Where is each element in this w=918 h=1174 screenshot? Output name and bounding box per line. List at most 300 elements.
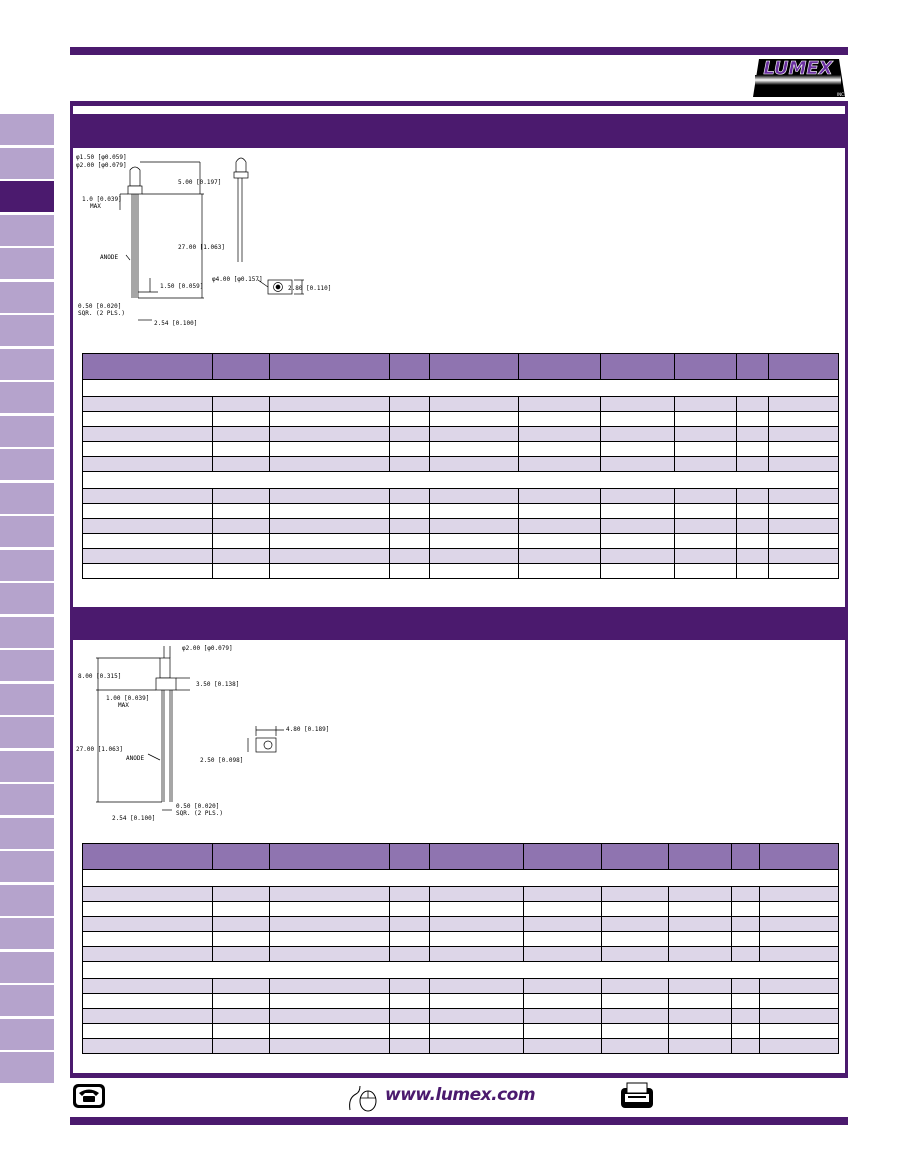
column-header: [602, 844, 669, 870]
lumex-logo: [749, 57, 847, 99]
table-row: [83, 534, 839, 549]
side-tab[interactable]: [0, 751, 54, 782]
table-cell: [760, 932, 839, 947]
dim-label: SQR. (2 PLS.): [176, 810, 223, 817]
side-tab[interactable]: [0, 583, 54, 614]
table-cell: [430, 549, 519, 564]
table-cell: [760, 994, 839, 1009]
table-cell: [83, 442, 213, 457]
table-row: [83, 1039, 839, 1054]
table-cell: [769, 549, 839, 564]
table-cell: [213, 994, 270, 1009]
dim-label: ANODE: [100, 254, 119, 261]
table-cell: [390, 427, 430, 442]
section-header: [70, 114, 848, 148]
table-cell: [524, 887, 602, 902]
table-cell: [675, 504, 737, 519]
table-cell: [213, 564, 270, 579]
table-cell: [213, 932, 270, 947]
table-cell: [732, 1009, 760, 1024]
table-cell: [270, 534, 390, 549]
table-cell: [390, 932, 430, 947]
table-cell: [390, 397, 430, 412]
dim-label: 27.00 [1.063]: [76, 746, 123, 753]
table-cell: [213, 979, 270, 994]
bottom-rule: [70, 1117, 848, 1125]
table-cell: [524, 1039, 602, 1054]
dim-label: 1.0 [0.039]: [82, 196, 122, 203]
table-cell: [270, 442, 390, 457]
table-row: [83, 427, 839, 442]
table-cell: [675, 549, 737, 564]
section-header: [70, 607, 848, 640]
dim-label: φ4.00 [φ0.157]: [212, 276, 263, 283]
table-cell: [602, 1009, 669, 1024]
table-row: [83, 564, 839, 579]
side-tab[interactable]: [0, 483, 54, 514]
dim-label: φ1.50 [φ0.059]: [76, 154, 127, 161]
table-cell: [732, 1024, 760, 1039]
table-cell: [524, 917, 602, 932]
column-header: [732, 844, 760, 870]
table-row: [83, 902, 839, 917]
column-header: [213, 844, 270, 870]
table-row: [83, 457, 839, 472]
table-cell: [213, 887, 270, 902]
table-cell: [669, 1024, 732, 1039]
table-cell: [602, 979, 669, 994]
table-cell: [769, 504, 839, 519]
table-cell: [83, 994, 213, 1009]
table-cell: [390, 1009, 430, 1024]
side-tab[interactable]: [0, 717, 54, 748]
column-header: [270, 844, 390, 870]
table-cell: [390, 947, 430, 962]
table-cell: [213, 489, 270, 504]
side-tab[interactable]: [0, 684, 54, 715]
table-cell: [675, 442, 737, 457]
table-group-row: [83, 472, 839, 489]
table-cell: [602, 1039, 669, 1054]
table-cell: [737, 489, 769, 504]
table-cell: [213, 947, 270, 962]
column-header: [83, 844, 213, 870]
dim-label: 5.00 [0.197]: [178, 179, 222, 186]
table-cell: [601, 397, 675, 412]
side-tab[interactable]: [0, 1052, 54, 1083]
dim-label: MAX: [90, 203, 101, 210]
table-cell: [769, 397, 839, 412]
table-cell: [601, 442, 675, 457]
table-cell: [737, 442, 769, 457]
table-cell: [213, 397, 270, 412]
table-cell: [524, 1009, 602, 1024]
table-cell: [83, 457, 213, 472]
table-cell: [675, 397, 737, 412]
table-cell: [430, 397, 519, 412]
table-cell: [669, 902, 732, 917]
side-tab[interactable]: [0, 114, 54, 145]
table-cell: [769, 412, 839, 427]
table-cell: [83, 932, 213, 947]
dim-label: 1.50 [0.059]: [160, 283, 204, 290]
side-tab[interactable]: [0, 416, 54, 447]
column-header: [390, 844, 430, 870]
table-cell: [430, 947, 524, 962]
table-cell: [430, 489, 519, 504]
table-row: [83, 489, 839, 504]
table-cell: [675, 564, 737, 579]
dim-label: 2.50 [0.098]: [200, 757, 244, 764]
table-cell: [270, 1009, 390, 1024]
table-cell: [430, 902, 524, 917]
dim-label: 8.00 [0.315]: [78, 673, 122, 680]
table-cell: [519, 412, 601, 427]
table-cell: [213, 519, 270, 534]
table-cell: [669, 917, 732, 932]
side-tab-strip: [0, 114, 54, 1086]
table-cell: [83, 902, 213, 917]
table-cell: [524, 947, 602, 962]
table-cell: [769, 442, 839, 457]
table-cell: [83, 917, 213, 932]
column-header: [669, 844, 732, 870]
table-cell: [83, 564, 213, 579]
table-cell: [519, 397, 601, 412]
table-cell: [213, 1039, 270, 1054]
table-cell: [519, 504, 601, 519]
dim-label: φ2.00 [φ0.079]: [182, 645, 233, 652]
table-cell: [601, 457, 675, 472]
table-cell: [83, 519, 213, 534]
table-cell: [524, 994, 602, 1009]
table-cell: [602, 947, 669, 962]
table-cell: [430, 564, 519, 579]
column-header: [675, 354, 737, 380]
table-cell: [760, 947, 839, 962]
spec-table-body: [83, 354, 839, 579]
table-cell: [769, 457, 839, 472]
table-cell: [519, 534, 601, 549]
table-cell: [737, 457, 769, 472]
table-cell: [601, 519, 675, 534]
phone-icon: [72, 1083, 106, 1109]
spec-table-body: [83, 844, 839, 1054]
table-row: [83, 979, 839, 994]
column-header: [390, 354, 430, 380]
table-cell: [524, 979, 602, 994]
dim-label: 0.50 [0.020]: [176, 803, 220, 810]
side-tab[interactable]: [0, 215, 54, 246]
table-cell: [270, 427, 390, 442]
table-cell: [213, 412, 270, 427]
column-header: [430, 354, 519, 380]
table-row: [83, 994, 839, 1009]
table-row: [83, 549, 839, 564]
side-tab[interactable]: [0, 885, 54, 916]
table-row: [83, 887, 839, 902]
side-tab[interactable]: [0, 650, 54, 681]
table-cell: [213, 457, 270, 472]
table-cell: [430, 917, 524, 932]
table-cell: [675, 427, 737, 442]
table-cell: [270, 932, 390, 947]
logo-subtext: INC.: [837, 92, 846, 97]
table-row: [83, 932, 839, 947]
side-tab[interactable]: [0, 382, 54, 413]
table-cell: [669, 887, 732, 902]
table-cell: [390, 549, 430, 564]
dim-label: 2.54 [0.100]: [154, 320, 198, 327]
table-cell: [390, 457, 430, 472]
column-header: [519, 354, 601, 380]
table-cell: [83, 1024, 213, 1039]
table-cell: [270, 564, 390, 579]
dim-label: 4.80 [0.189]: [286, 726, 330, 733]
table-cell: [760, 902, 839, 917]
table-cell: [270, 412, 390, 427]
dim-label: 27.00 [1.063]: [178, 244, 225, 251]
table-cell: [390, 1039, 430, 1054]
table-row: [83, 397, 839, 412]
table-cell: [270, 397, 390, 412]
table-cell: [732, 979, 760, 994]
table-cell: [519, 427, 601, 442]
table-cell: [737, 549, 769, 564]
table-cell: [601, 564, 675, 579]
table-cell: [390, 994, 430, 1009]
table-cell: [390, 564, 430, 579]
package-drawing-2: [72, 642, 334, 822]
table-cell: [732, 932, 760, 947]
table-cell: [390, 887, 430, 902]
side-tab[interactable]: [0, 315, 54, 346]
column-header: [524, 844, 602, 870]
table-cell: [669, 947, 732, 962]
table-header-row: [83, 354, 839, 380]
side-tab[interactable]: [0, 550, 54, 581]
table-cell: [732, 994, 760, 1009]
table-row: [83, 1024, 839, 1039]
table-cell: [675, 412, 737, 427]
dim-label: φ2.00 [φ0.079]: [76, 162, 127, 169]
top-rule: [70, 47, 848, 55]
table-cell: [737, 519, 769, 534]
table-cell: [732, 887, 760, 902]
table-cell: [213, 1009, 270, 1024]
table-row: [83, 412, 839, 427]
table-cell: [737, 427, 769, 442]
column-header: [213, 354, 270, 380]
table-cell: [675, 534, 737, 549]
column-header: [601, 354, 675, 380]
table-cell: [213, 504, 270, 519]
table-cell: [430, 412, 519, 427]
table-cell: [213, 549, 270, 564]
dim-label: 3.50 [0.138]: [196, 681, 240, 688]
table-cell: [675, 457, 737, 472]
table-cell: [390, 534, 430, 549]
table-cell: [732, 902, 760, 917]
table-cell: [270, 979, 390, 994]
side-tab[interactable]: [0, 449, 54, 480]
table-cell: [760, 1039, 839, 1054]
table-cell: [390, 442, 430, 457]
table-cell: [270, 887, 390, 902]
table-cell: [270, 917, 390, 932]
table-cell: [760, 979, 839, 994]
table-cell: [737, 534, 769, 549]
side-tab[interactable]: [0, 248, 54, 279]
side-tab[interactable]: [0, 181, 54, 212]
table-cell: [83, 397, 213, 412]
table-cell: [760, 1009, 839, 1024]
table-cell: [270, 519, 390, 534]
side-tab[interactable]: [0, 985, 54, 1016]
logo-text: LUMEX: [763, 58, 833, 79]
table-cell: [430, 427, 519, 442]
table-cell: [83, 489, 213, 504]
table-cell: [519, 519, 601, 534]
table-cell: [83, 887, 213, 902]
table-cell: [213, 534, 270, 549]
table-cell: [732, 917, 760, 932]
table-cell: [601, 534, 675, 549]
table-cell: [601, 412, 675, 427]
side-tab[interactable]: [0, 952, 54, 983]
table-cell: [270, 1039, 390, 1054]
table-cell: [737, 412, 769, 427]
dim-label: SQR. (2 PLS.): [78, 310, 125, 317]
table-row: [83, 1009, 839, 1024]
table-cell: [430, 1039, 524, 1054]
column-header: [270, 354, 390, 380]
table-cell: [601, 549, 675, 564]
table-cell: [769, 519, 839, 534]
table-cell: [430, 442, 519, 457]
side-tab[interactable]: [0, 516, 54, 547]
table-cell: [430, 1024, 524, 1039]
table-cell: [390, 489, 430, 504]
table-cell: [390, 917, 430, 932]
table-cell: [430, 504, 519, 519]
table-group-row: [83, 380, 839, 397]
side-tab[interactable]: [0, 148, 54, 179]
table-cell: [270, 947, 390, 962]
table-cell: [675, 519, 737, 534]
table-cell: [270, 1024, 390, 1039]
table-cell: [732, 947, 760, 962]
table-cell: [270, 994, 390, 1009]
spec-table: [82, 353, 839, 579]
side-tab[interactable]: [0, 851, 54, 882]
table-cell: [519, 442, 601, 457]
table-cell: [213, 902, 270, 917]
table-cell: [213, 427, 270, 442]
table-cell: [213, 1024, 270, 1039]
dim-label: 2.54 [0.100]: [112, 815, 156, 822]
table-cell: [270, 489, 390, 504]
table-header-row: [83, 844, 839, 870]
table-cell: [602, 994, 669, 1009]
table-cell: [390, 504, 430, 519]
table-cell: [601, 427, 675, 442]
table-cell: [769, 427, 839, 442]
table-cell: [83, 1009, 213, 1024]
dim-label: 2.80 [0.110]: [288, 285, 332, 292]
table-cell: [769, 534, 839, 549]
column-header: [760, 844, 839, 870]
side-tab[interactable]: [0, 617, 54, 648]
table-cell: [83, 1039, 213, 1054]
side-tab[interactable]: [0, 349, 54, 380]
table-cell: [669, 1009, 732, 1024]
table-cell: [732, 1039, 760, 1054]
table-cell: [519, 457, 601, 472]
side-tab[interactable]: [0, 918, 54, 949]
dim-label: 0.50 [0.020]: [78, 303, 122, 310]
table-cell: [430, 887, 524, 902]
table-row: [83, 442, 839, 457]
side-tab[interactable]: [0, 1019, 54, 1050]
table-cell: [524, 902, 602, 917]
table-row: [83, 519, 839, 534]
table-cell: [430, 1009, 524, 1024]
column-header: [769, 354, 839, 380]
table-cell: [769, 489, 839, 504]
table-group-row: [83, 962, 839, 979]
table-cell: [390, 979, 430, 994]
column-header: [737, 354, 769, 380]
side-tab[interactable]: [0, 784, 54, 815]
table-cell: [602, 1024, 669, 1039]
table-cell: [669, 932, 732, 947]
website-link[interactable]: www.lumex.com: [385, 1085, 536, 1105]
table-cell: [83, 412, 213, 427]
fax-icon: [620, 1082, 654, 1110]
spec-table: [82, 843, 839, 1054]
group-cell: [83, 472, 839, 489]
mouse-icon: [346, 1084, 380, 1112]
table-cell: [83, 549, 213, 564]
table-cell: [769, 564, 839, 579]
table-cell: [760, 917, 839, 932]
table-cell: [737, 564, 769, 579]
table-row: [83, 917, 839, 932]
table-cell: [390, 1024, 430, 1039]
table-cell: [519, 489, 601, 504]
table-cell: [760, 887, 839, 902]
side-tab[interactable]: [0, 282, 54, 313]
package-drawing-1: [72, 150, 334, 332]
table-cell: [83, 979, 213, 994]
table-cell: [524, 932, 602, 947]
table-cell: [390, 412, 430, 427]
table-cell: [213, 917, 270, 932]
table-cell: [270, 504, 390, 519]
table-cell: [737, 504, 769, 519]
table-cell: [83, 504, 213, 519]
table-cell: [430, 457, 519, 472]
side-tab[interactable]: [0, 818, 54, 849]
table-cell: [390, 902, 430, 917]
table-cell: [602, 887, 669, 902]
dim-label: MAX: [118, 702, 129, 709]
table-cell: [669, 994, 732, 1009]
column-header: [430, 844, 524, 870]
group-cell: [83, 380, 839, 397]
table-cell: [675, 489, 737, 504]
